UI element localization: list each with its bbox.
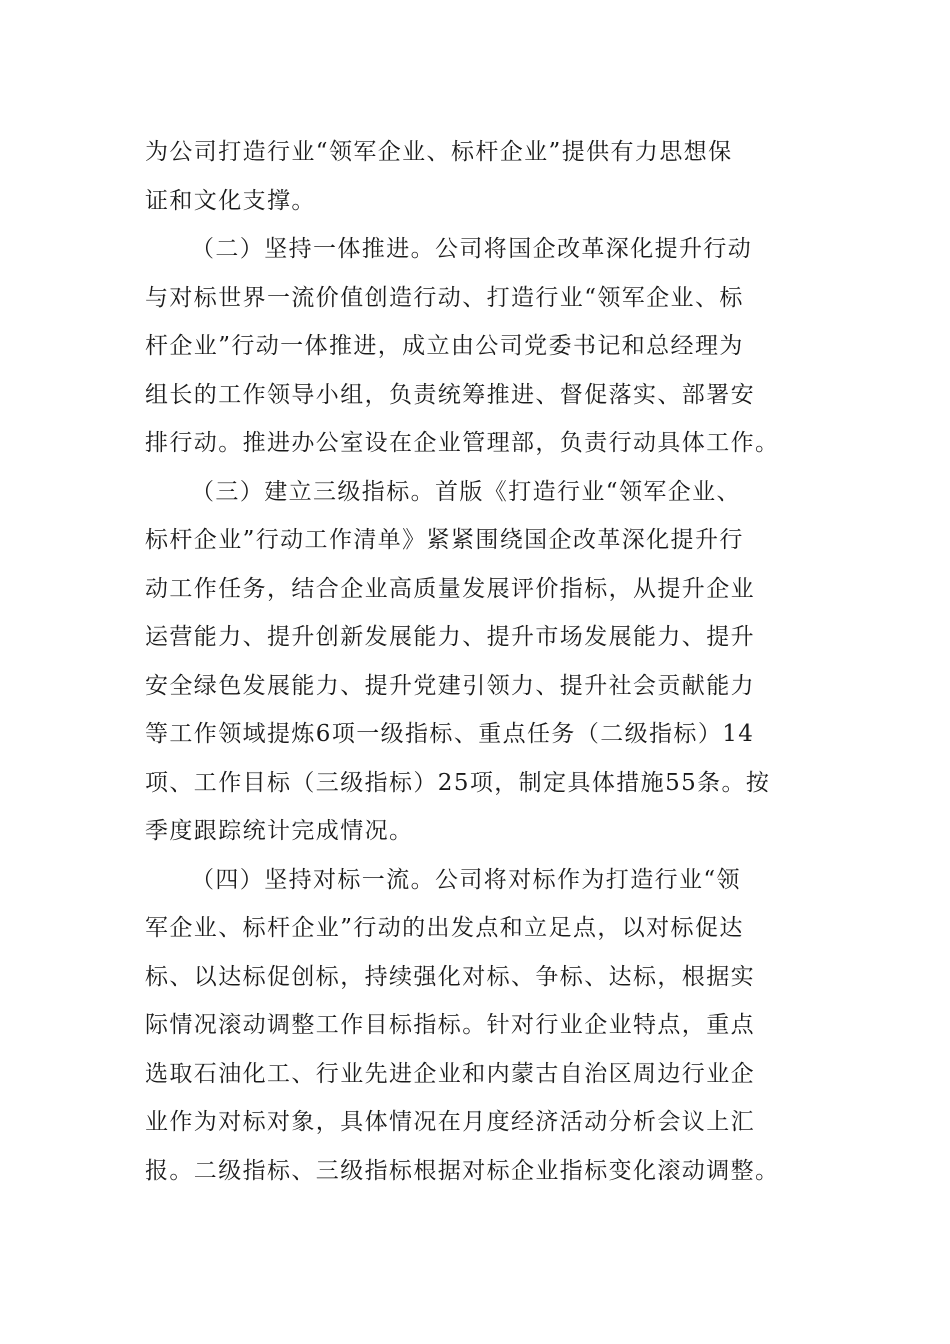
paragraph-section-2 [145,225,809,468]
text-line: 为公司打造行业“领军企业、标杆企业”提供有力思想保 [145,139,733,165]
text-line: 组长的工作领导小组，负责统筹推进、督促落实、部署安 [145,381,755,408]
text-line: 报。二级指标、三级指标根据对标企业指标变化滚动调整。 [145,1157,780,1184]
paragraph-section-3 [145,468,809,856]
text-line: 标、以达标促创标，持续强化对标、争标、达标，根据实 [145,963,755,990]
paragraph-continuation [145,128,809,225]
document-body [145,128,809,1195]
text-line: 杆企业”行动一体推进，成立由公司党委书记和总经理为 [145,333,744,359]
text-line: 等工作领域提炼6项一级指标、重点任务（二级指标）14 [145,721,755,747]
text-line: 安全绿色发展能力、提升党建引领力、提升社会贡献能力 [145,672,755,699]
text-line: 军企业、标杆企业”行动的出发点和立足点，以对标促达 [145,915,744,941]
text-line: 选取石油化工、行业先进企业和内蒙古自治区周边行业企 [145,1060,755,1087]
text-line: 动工作任务，结合企业高质量发展评价指标，从提升企业 [145,575,755,602]
text-line: 排行动。推进办公室设在企业管理部，负责行动具体工作。 [145,430,780,456]
text-line: 与对标世界一流价值创造行动、打造行业“领军企业、标 [145,284,744,311]
text-line: 业作为对标对象，具体情况在月度经济活动分析会议上汇 [145,1109,755,1135]
text-line: （四）坚持对标一流。公司将对标作为打造行业“领 [191,866,741,893]
text-line: 际情况滚动调整工作目标指标。针对行业企业特点，重点 [145,1012,755,1038]
text-line: 标杆企业”行动工作清单》紧紧围绕国企改革深化提升行 [145,527,744,553]
text-line: 运营能力、提升创新发展能力、提升市场发展能力、提升 [145,624,755,650]
paragraph-section-4 [145,856,809,1196]
text-line: 季度跟踪统计完成情况。 [145,818,414,844]
text-line: （三）建立三级指标。首版《打造行业“领军企业、 [191,478,741,505]
text-line: 项、工作目标（三级指标）25项，制定具体措施55条。按 [145,769,771,796]
text-line: （二）坚持一体推进。公司将国企改革深化提升行动 [191,236,753,262]
text-line: 证和文化支撑。 [145,187,316,214]
